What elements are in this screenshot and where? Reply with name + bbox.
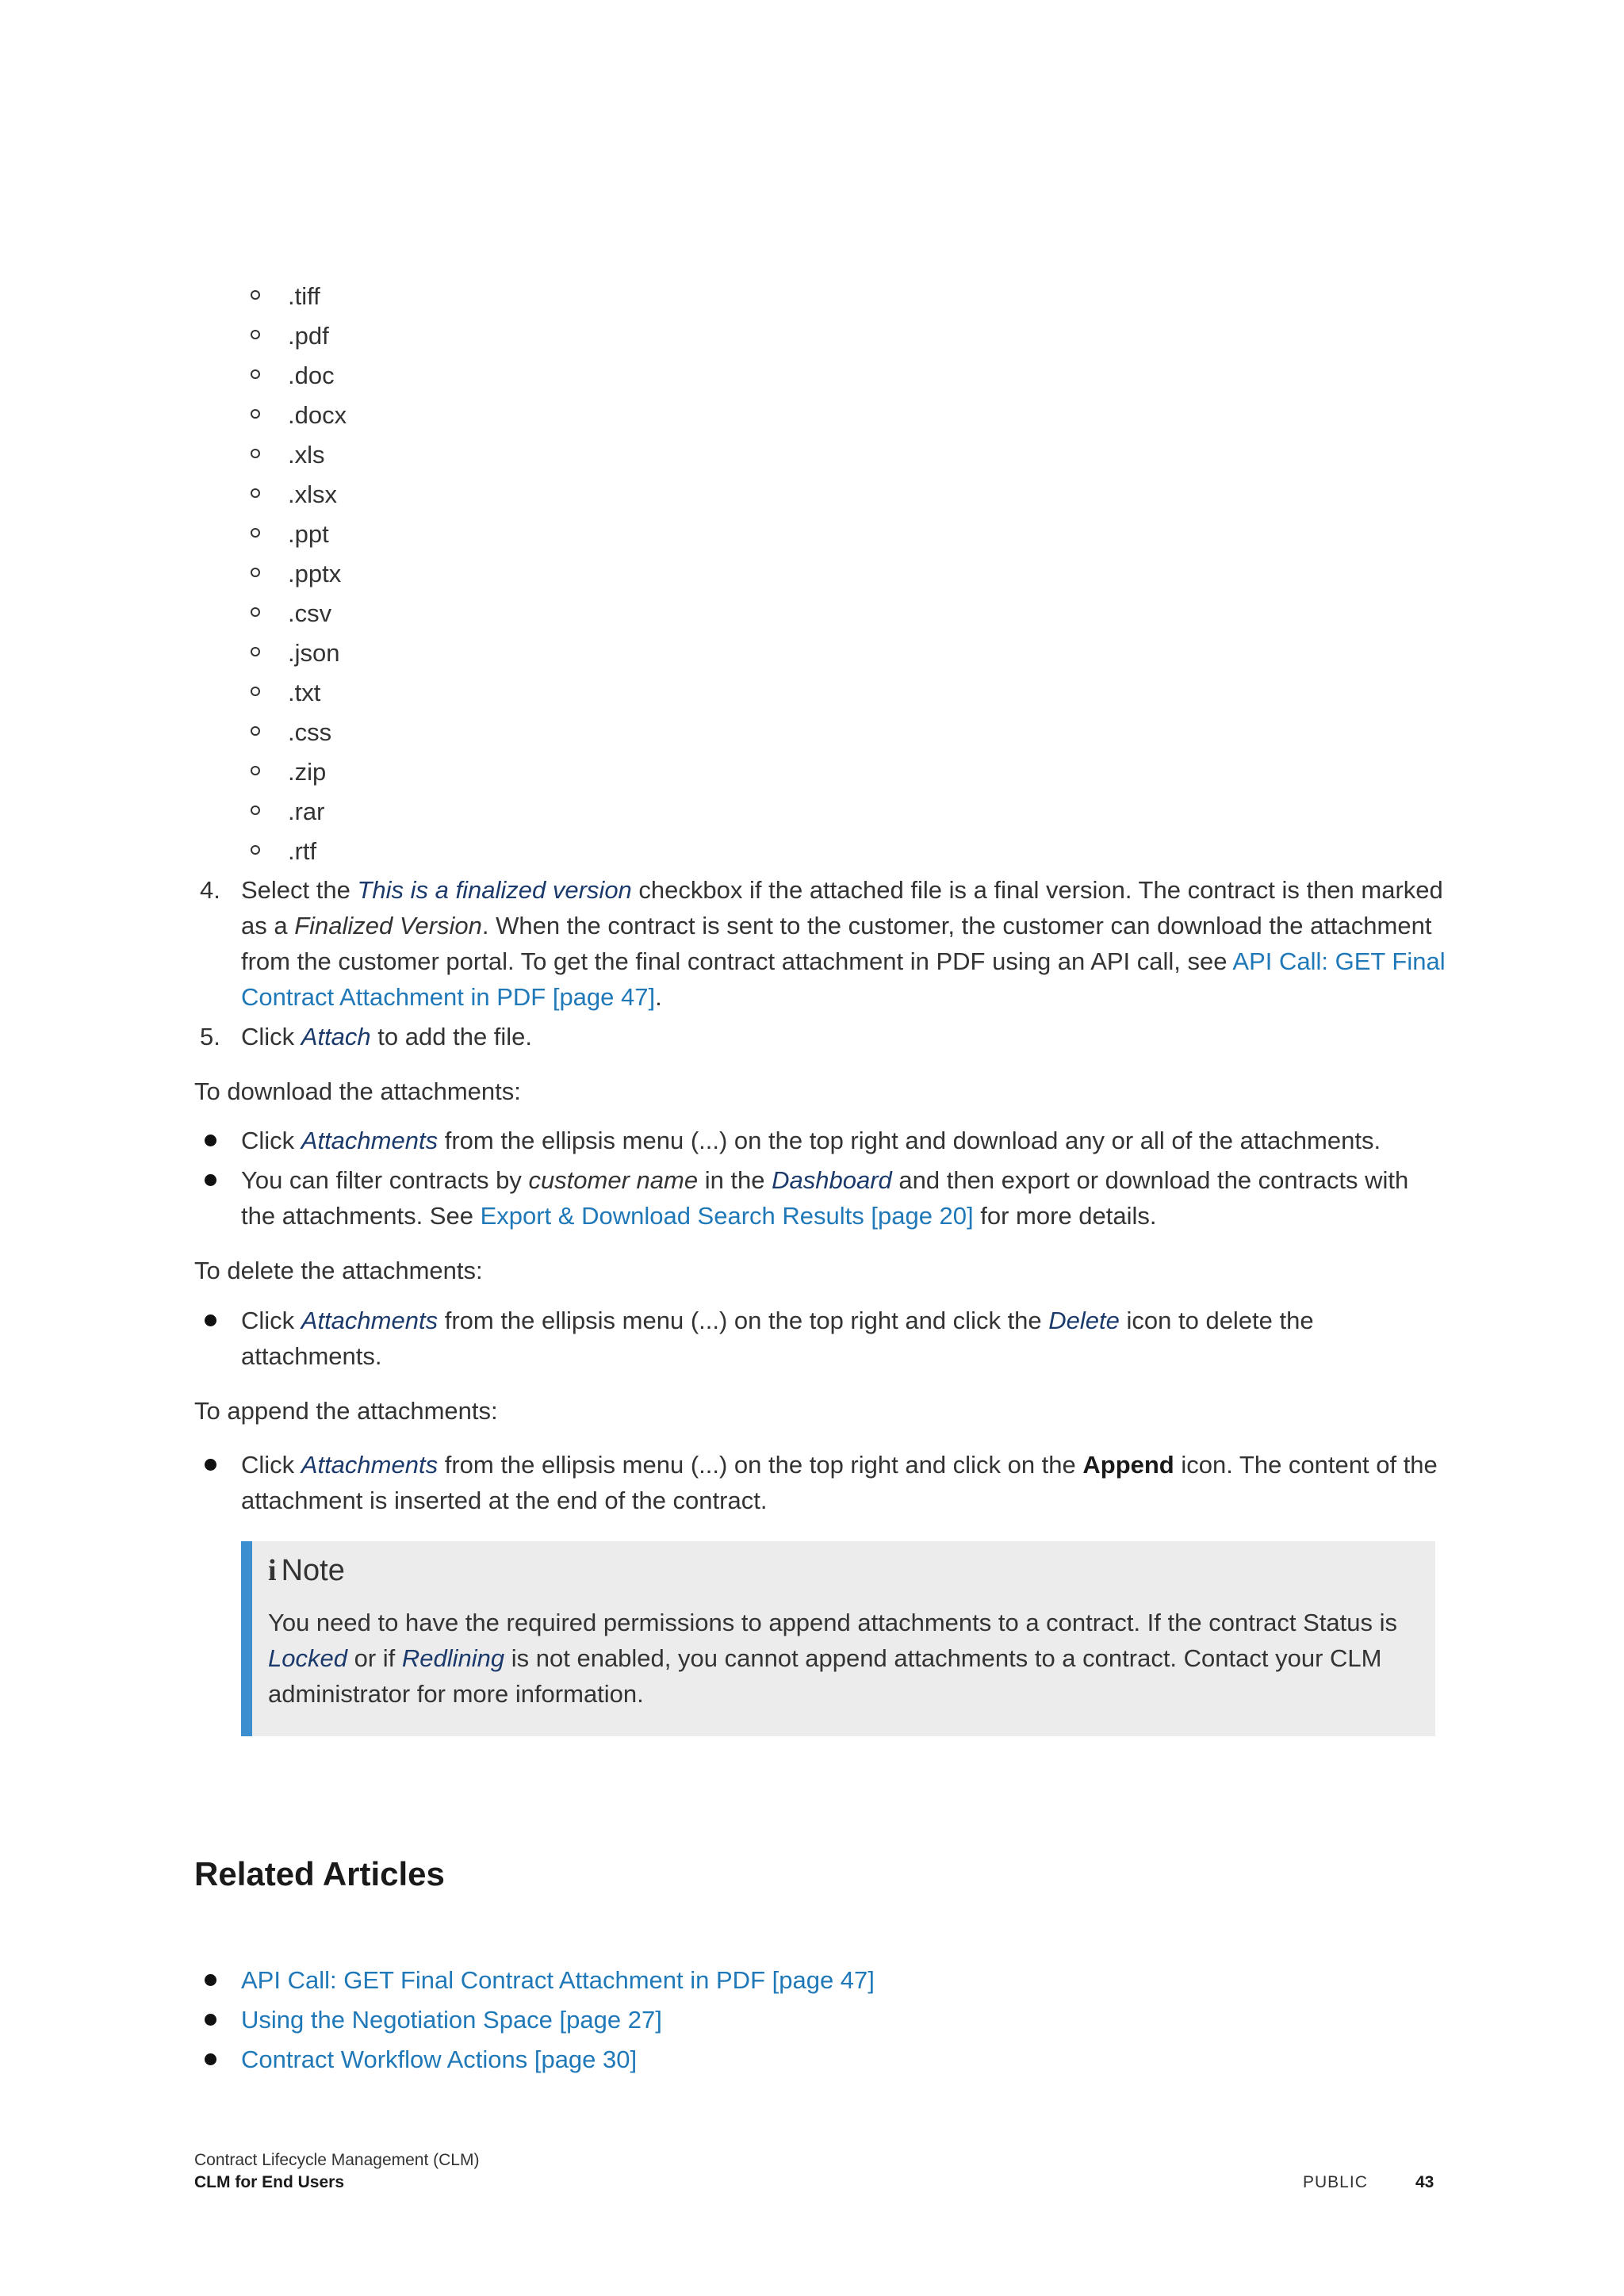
ui-term-dashboard: Dashboard [772, 1166, 892, 1194]
link-export-download[interactable]: Export & Download Search Results [page 20] [480, 1202, 974, 1230]
link-api-call[interactable]: API Call: GET Final Contract Attachment in PDF [page 47] [241, 947, 1446, 1011]
ui-term-attach: Attach [301, 1023, 371, 1050]
text: Click [241, 1127, 301, 1154]
append-intro: To append the attachments: [194, 1397, 498, 1425]
extension-item: .pdf [288, 322, 329, 350]
step-number: 4. [200, 876, 220, 904]
text: Click [241, 1023, 301, 1050]
circle-bullet-icon [251, 806, 260, 815]
note-header [268, 1552, 345, 1589]
extension-item: .rar [288, 798, 325, 825]
download-bullet-1 [241, 1123, 1446, 1158]
bullet-icon [205, 2014, 216, 2026]
text: from the ellipsis menu (...) on the top right and click on the [438, 1451, 1083, 1479]
download-bullet-2 [241, 1162, 1446, 1234]
extension-item: .ppt [288, 520, 329, 548]
italic-term: customer name [528, 1166, 699, 1194]
ui-term-attachments: Attachments [301, 1307, 439, 1334]
extension-item: .docx [288, 401, 347, 429]
bold-term-append: Append [1082, 1451, 1174, 1479]
circle-bullet-icon [251, 607, 260, 617]
circle-bullet-icon [251, 845, 260, 855]
bullet-icon [205, 1314, 216, 1326]
text: You can filter contracts by [241, 1166, 529, 1194]
text: . [655, 983, 662, 1011]
related-link-workflow-actions[interactable]: Contract Workflow Actions [page 30] [241, 2045, 638, 2073]
circle-bullet-icon [251, 369, 260, 379]
circle-bullet-icon [251, 290, 260, 300]
bullet-icon [205, 2053, 216, 2065]
extension-item: .rtf [288, 837, 317, 865]
ui-term-attachments: Attachments [301, 1127, 439, 1154]
extension-item: .pptx [288, 560, 342, 587]
bullet-icon [205, 1174, 216, 1186]
text: Select the [241, 876, 358, 904]
related-articles-heading: Related Articles [194, 1855, 445, 1892]
circle-bullet-icon [251, 330, 260, 339]
footer-page-number: 43 [1415, 2173, 1434, 2191]
text: checkbox if the attached file is a final version. The contract is then marked as a [241, 876, 1443, 939]
info-icon: i [268, 1554, 277, 1587]
circle-bullet-icon [251, 647, 260, 656]
delete-bullet-1 [241, 1303, 1446, 1374]
circle-bullet-icon [251, 488, 260, 498]
append-bullet-1 [241, 1447, 1446, 1518]
step-number: 5. [200, 1023, 220, 1050]
text: in the [698, 1166, 772, 1194]
ui-term-finalized-checkbox: This is a finalized version [357, 876, 632, 904]
extension-item: .xls [288, 441, 325, 469]
bullet-icon [205, 1974, 216, 1986]
text: from the ellipsis menu (...) on the top right and download any or all of the attachments. [438, 1127, 1381, 1154]
bullet-icon [205, 1135, 216, 1146]
text: from the ellipsis menu (...) on the top right and click the [438, 1307, 1049, 1334]
footer-product: Contract Lifecycle Management (CLM) [194, 2151, 480, 2169]
extension-item: .zip [288, 758, 327, 786]
note-box [241, 1541, 1435, 1736]
extension-item: .json [288, 639, 340, 667]
extension-item: .doc [288, 362, 335, 389]
extension-item: .csv [288, 599, 332, 627]
italic-term: Finalized Version [294, 912, 482, 939]
ui-term-locked: Locked [268, 1644, 347, 1672]
text: . When the contract is sent to the customer, the customer can download the attachment from the customer portal. To get the final contract attachment in PDF using an API call, see [241, 912, 1432, 975]
circle-bullet-icon [251, 726, 260, 736]
text: icon to delete the attachments. [241, 1307, 1314, 1370]
text: icon. The content of the attachment is inserted at the end of the contract. [241, 1451, 1438, 1514]
step-5-text [241, 1019, 1446, 1054]
text: or if [347, 1644, 402, 1672]
circle-bullet-icon [251, 409, 260, 419]
text: You need to have the required permissions to append attachments to a contract. If the contract Status is [268, 1609, 1397, 1636]
text: Click [241, 1307, 301, 1334]
circle-bullet-icon [251, 528, 260, 538]
note-title: Note [281, 1554, 345, 1587]
related-link-api-call[interactable]: API Call: GET Final Contract Attachment in PDF [page 47] [241, 1966, 875, 1994]
circle-bullet-icon [251, 687, 260, 696]
extension-item: .tiff [288, 282, 320, 310]
footer-guide-title: CLM for End Users [194, 2173, 345, 2191]
bullet-icon [205, 1459, 216, 1471]
text: to add the file. [370, 1023, 533, 1050]
extension-item: .css [288, 718, 332, 746]
note-body [268, 1605, 1426, 1712]
circle-bullet-icon [251, 766, 260, 775]
ui-term-attachments: Attachments [301, 1451, 439, 1479]
text: Click [241, 1451, 301, 1479]
related-link-negotiation-space[interactable]: Using the Negotiation Space [page 27] [241, 2006, 662, 2034]
extension-item: .txt [288, 679, 321, 706]
text: and then export or download the contracts with the attachments. See [241, 1166, 1409, 1230]
text: for more details. [973, 1202, 1157, 1230]
extension-item: .xlsx [288, 480, 337, 508]
step-4-text [241, 872, 1446, 1015]
ui-term-redlining: Redlining [401, 1644, 505, 1672]
circle-bullet-icon [251, 449, 260, 458]
text: is not enabled, you cannot append attachments to a contract. Contact your CLM administrator for more information. [268, 1644, 1382, 1708]
delete-intro: To delete the attachments: [194, 1257, 483, 1284]
ui-term-delete: Delete [1048, 1307, 1120, 1334]
circle-bullet-icon [251, 568, 260, 577]
download-intro: To download the attachments: [194, 1077, 521, 1105]
footer-classification: PUBLIC [1303, 2173, 1368, 2191]
